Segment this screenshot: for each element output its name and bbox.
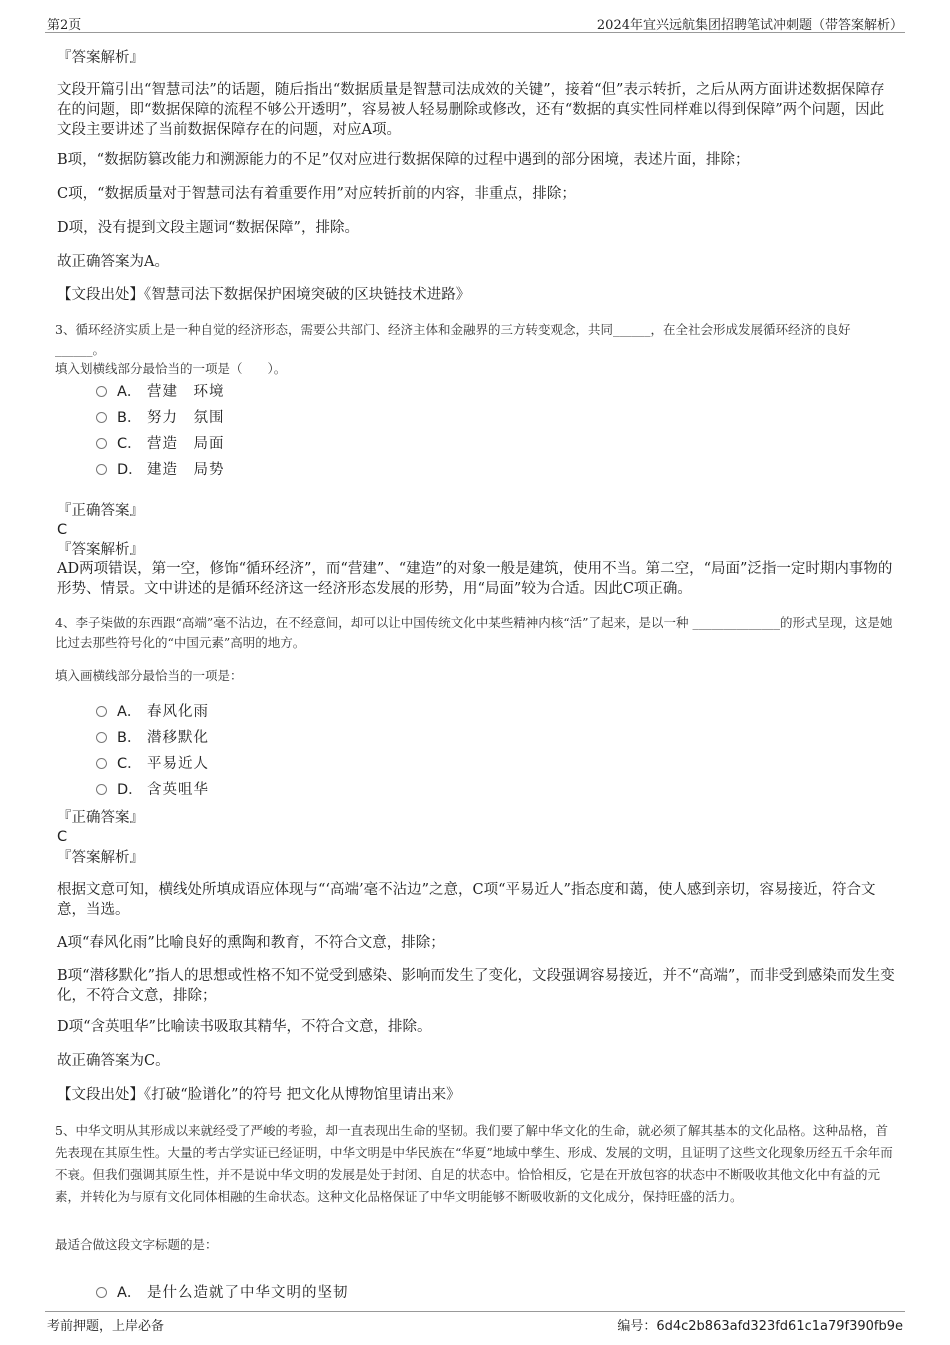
radio-icon[interactable] (96, 464, 107, 475)
q4-correct-answer: C (57, 829, 68, 845)
q4-analysis-p1: 根据文意可知，横线处所填成语应体现与“‘高端’毫不沾边”之意，C项“平易近人”指态度和蔼，使人感到亲切，容易接近，符合文意，当选。 (57, 882, 876, 918)
q3-option-b[interactable]: B． 努力 氛围 (96, 408, 225, 428)
q5-instruction: 最适合做这段文字标题的是： (55, 1237, 218, 1252)
q4-option-c[interactable]: C． 平易近人 (96, 754, 209, 774)
q4-analysis-label: 『答案解析』 (57, 850, 144, 866)
q3-correct-answer: C (57, 522, 68, 538)
q2-analysis-p3: C项，“数据质量对于智慧司法有着重要作用”对应转折前的内容，非重点，排除； (57, 186, 576, 202)
q3-stem: 3、循环经济实质上是一种自觉的经济形态，需要公共部门、经济主体和金融界的三方转变观念，共同______，在全社会形成发展循环经济的良好______。 (55, 322, 851, 357)
doc-title: 2024年宜兴远航集团招聘笔试冲刺题（带答案解析） (596, 18, 903, 33)
q5-option-a[interactable]: A． 是什么造就了中华文明的坚韧 (96, 1283, 349, 1303)
q3-option-a[interactable]: A． 营建 环境 (96, 382, 225, 402)
radio-icon[interactable] (96, 438, 107, 449)
q4-option-b[interactable]: B． 潜移默化 (96, 728, 209, 748)
q4-stem: 4、李子柒做的东西跟“高端”毫不沾边，在不经意间，却可以让中国传统文化中某些精神内核“活”了起来，是以一种 ______________的形式呈现，这是她比过去那些符号化的“中国元素”高明的地方。 (55, 615, 893, 650)
radio-icon[interactable] (96, 732, 107, 743)
q4-analysis-p5: 故正确答案为C。 (57, 1053, 170, 1069)
q4-analysis-p3: B项“潜移默化”指人的思想或性格不知不觉受到感染、影响而发生了变化，文段强调容易接近，并不“高端”，而非受到感染而发生变化，不符合文意，排除； (57, 968, 895, 1004)
q4-analysis-p4: D项“含英咀华”比喻读书吸取其精华，不符合文意，排除。 (57, 1019, 432, 1035)
footer-slogan: 考前押题，上岸必备 (47, 1319, 165, 1334)
page-number: 第2页 (47, 18, 82, 33)
q4-option-d[interactable]: D． 含英咀华 (96, 780, 209, 800)
q4-correct-label: 『正确答案』 (57, 810, 144, 826)
page-header (45, 10, 905, 33)
q2-analysis-p4: D项，没有提到文段主题词“数据保障”，排除。 (57, 220, 359, 236)
q3-correct-label: 『正确答案』 (57, 503, 144, 519)
q4-option-a[interactable]: A． 春风化雨 (96, 702, 209, 722)
radio-icon[interactable] (96, 706, 107, 717)
q2-analysis-p5: 故正确答案为A。 (57, 254, 169, 270)
q2-analysis-label: 『答案解析』 (57, 50, 144, 66)
q5-stem: 5、中华文明从其形成以来就经受了严峻的考验，却一直表现出生命的坚韧。我们要了解中华文化的生命，就必须了解其基本的文化品格。这种品格，首先表现在其原生性。大量的考古学实证已经证明，中华文明是中华民族在“华夏”地域中孳生、形成、发展的文明，且证明了这些文化现象历经五千余年而不衰。但我们强调其原生性，并不是说中华文明的发展是处于封闭、自足的状态中。恰恰相反，它是在开放包容的状态中不断吸收其他文化中有益的元素，并转化为与原有文化同体相融的生命状态。这种文化品格保证了中华文明能够不断吸收新的文化成分，保持旺盛的活力。 (55, 1123, 893, 1204)
q3-option-c[interactable]: C． 营造 局面 (96, 434, 225, 454)
q4-analysis-p2: A项“春风化雨”比喻良好的熏陶和教育，不符合文意，排除； (57, 935, 445, 951)
q3-option-d[interactable]: D． 建造 局势 (96, 460, 225, 480)
q3-instruction: 填入划横线部分最恰当的一项是（ ）。 (55, 361, 287, 376)
radio-icon[interactable] (96, 758, 107, 769)
q2-analysis-p2: B项，“数据防篡改能力和溯源能力的不足”仅对应进行数据保障的过程中遇到的部分困境，表述片面，排除； (57, 152, 750, 168)
radio-icon[interactable] (96, 412, 107, 423)
radio-icon[interactable] (96, 1287, 107, 1298)
radio-icon[interactable] (96, 784, 107, 795)
page-footer (45, 1311, 905, 1340)
q4-source: 【文段出处】《打破“脸谱化”的符号 把文化从博物馆里请出来》 (57, 1087, 461, 1103)
q4-instruction: 填入画横线部分最恰当的一项是： (55, 668, 243, 683)
radio-icon[interactable] (96, 386, 107, 397)
q3-analysis-label: 『答案解析』 (57, 542, 144, 558)
q3-analysis: AD两项错误，第一空，修饰“循环经济”，而“营建”、“建造”的对象一般是建筑，使用不当。第二空，“局面”泛指一定时期内事物的形势、情景。文中讲述的是循环经济这一经济形态发展的形势，用“局面”较为合适。因此C项正确。 (57, 561, 893, 597)
q2-source: 【文段出处】《智慧司法下数据保护困境突破的区块链技术进路》 (57, 287, 471, 303)
footer-doc-id: 编号：6d4c2b863afd323fd61c1a79f390fb9e (617, 1319, 903, 1334)
q2-analysis-p1: 文段开篇引出“智慧司法”的话题，随后指出“数据质量是智慧司法成效的关键”，接着“但”表示转折，之后从两方面讲述数据保障存在的问题，即“数据保障的流程不够公开透明”，容易被人轻易删除或修改，还有“数据的真实性同样难以得到保障”两个问题，因此文段主要讲述了当前数据保障存在的问题，对应A项。 (57, 82, 885, 138)
